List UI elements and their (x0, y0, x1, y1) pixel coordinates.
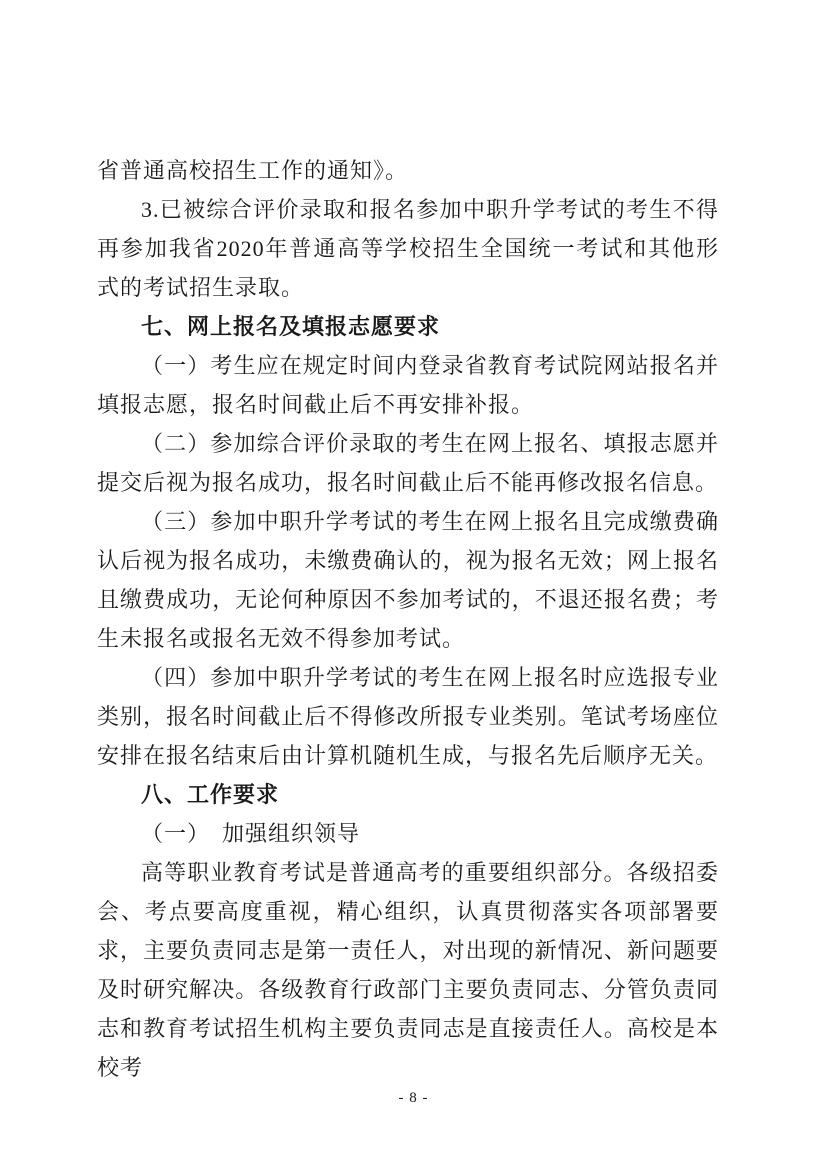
paragraph-work-requirement-body: 高等职业教育考试是普通高考的重要组织部分。各级招委会、考点要高度重视，精心组织，认真贯彻落实各项部署要求，主要负责同志是第一责任人，对出现的新情况、新问题要及时研究解决。各级教育行政部门主要负责同志、分管负责同志和教育考试招生机构主要负责同志是直接责任人。高校是本校考 (97, 860, 719, 1080)
page-footer (0, 1090, 827, 1107)
page-number: - 8 - (398, 1090, 429, 1106)
sub-heading-strengthen-leadership: （一） 加强组织领导 (141, 821, 361, 846)
paragraph-clause-2: （二）参加综合评价录取的考生在网上报名、填报志愿并提交后视为报名成功，报名时间截止后不能再修改报名信息。 (97, 431, 719, 495)
section-heading-8-work-requirements: 八、工作要求 (141, 782, 280, 807)
paragraph-notice-continuation: 省普通高校招生工作的通知》。 (97, 158, 409, 183)
paragraph-clause-4: （四）参加中职升学考试的考生在网上报名时应选报专业类别，报名时间截止后不得修改所报专业类别。笔试考场座位安排在报名结束后由计算机随机生成，与报名先后顺序无关。 (97, 665, 719, 768)
document-body (97, 151, 719, 1087)
paragraph-clause-3: （三）参加中职升学考试的考生在网上报名且完成缴费确认后视为报名成功，未缴费确认的，视为报名无效；网上报名且缴费成功，无论何种原因不参加考试的，不退还报名费；考生未报名或报名无效不得参加考试。 (97, 509, 719, 651)
paragraph-item-3: 3.已被综合评价录取和报名参加中职升学考试的考生不得再参加我省2020年普通高等学校招生全国统一考试和其他形式的考试招生录取。 (97, 197, 719, 300)
section-heading-7-online-registration: 七、网上报名及填报志愿要求 (141, 314, 441, 339)
paragraph-clause-1: （一）考生应在规定时间内登录省教育考试院网站报名并填报志愿，报名时间截止后不再安排补报。 (97, 353, 719, 417)
